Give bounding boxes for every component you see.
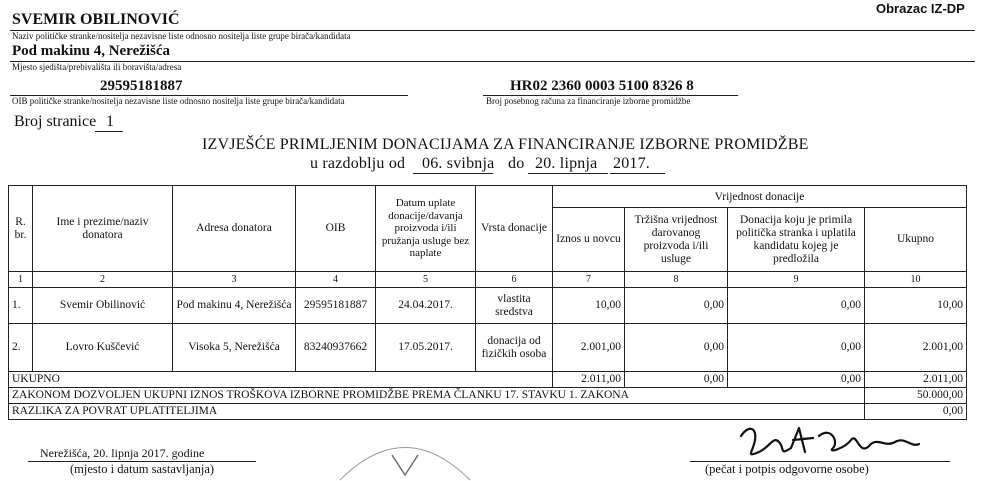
row-oib: 29595181887 bbox=[296, 288, 376, 324]
report-year: 2017. bbox=[613, 155, 650, 172]
row-party-paid: 0,00 bbox=[728, 288, 865, 324]
signature bbox=[735, 418, 925, 466]
row-rbr: 2. bbox=[9, 324, 33, 372]
row-address: Pod makinu 4, Nerežišća bbox=[173, 288, 296, 324]
row-type: vlastita sredstva bbox=[476, 288, 553, 324]
header-rbr: R. br. bbox=[9, 186, 33, 272]
row-rbr: 1. bbox=[9, 288, 33, 324]
header-date: Datum uplate donacije/davanja proizvoda i/ili pružanja usluge bez naplate bbox=[376, 186, 476, 272]
row-date: 17.05.2017. bbox=[376, 324, 476, 372]
row-cash: 10,00 bbox=[553, 288, 625, 324]
form-code: Obrazac IZ-DP bbox=[876, 1, 965, 16]
party-iban: HR02 2360 0003 5100 8326 8 bbox=[510, 78, 694, 94]
column-number: 8 bbox=[625, 272, 728, 288]
party-address-caption: Mjesto sjedišta/prebivališta ili boravišta/adresa bbox=[12, 62, 182, 72]
place-date-caption: (mjesto i datum sastavljanja) bbox=[70, 462, 215, 476]
report-date-to: 20. lipnja bbox=[535, 155, 598, 172]
header-market: Tržišna vrijednost darovanog proizvoda i/ili usluge bbox=[625, 208, 728, 272]
table-row bbox=[9, 288, 967, 324]
donations-table bbox=[8, 185, 967, 420]
party-oib: 29595181887 bbox=[100, 78, 183, 94]
column-number: 10 bbox=[865, 272, 967, 288]
header-total: Ukupno bbox=[865, 208, 967, 272]
report-period-mid: do bbox=[508, 155, 525, 172]
column-number: 7 bbox=[553, 272, 625, 288]
limit-label: ZAKONOM DOZVOLJEN UKUPNI IZNOS TROŠKOVA IZBORNE PROMIDŽBE PREMA ČLANKU 17. STAVKU 1. ZAKONA bbox=[9, 388, 865, 404]
column-number-row bbox=[9, 272, 967, 288]
signature-caption: (pečat i potpis odgovorne osobe) bbox=[705, 462, 869, 476]
row-oib: 83240937662 bbox=[296, 324, 376, 372]
row-cash: 2.001,00 bbox=[553, 324, 625, 372]
header-name: Ime i prezime/naziv donatora bbox=[33, 186, 173, 272]
party-name-caption: Naziv političke stranke/nositelja nezavisne liste odnosno nositelja liste grupe birača/kandidata bbox=[12, 31, 351, 41]
refund-label: RAZLIKA ZA POVRAT UPLATITELJIMA bbox=[9, 404, 865, 420]
divider bbox=[610, 173, 665, 174]
refund-value: 0,00 bbox=[865, 404, 967, 420]
row-name: Svemir Obilinović bbox=[33, 288, 173, 324]
party-iban-caption: Broj posebnog računa za financiranje izborne promidžbe bbox=[486, 96, 691, 106]
row-total: 10,00 bbox=[865, 288, 967, 324]
header-oib: OIB bbox=[296, 186, 376, 272]
header-address: Adresa donatora bbox=[173, 186, 296, 272]
row-market: 0,00 bbox=[625, 324, 728, 372]
header-type: Vrsta donacije bbox=[476, 186, 553, 272]
header-party-paid: Donacija koju je primila politička stranka i uplatila kandidatu kojeg je predložila bbox=[728, 208, 865, 272]
party-address: Pod makinu 4, Nerežišća bbox=[12, 43, 171, 59]
row-market: 0,00 bbox=[625, 288, 728, 324]
party-oib-caption: OIB političke stranke/nositelja nezavisne liste odnosno nositelja liste grupe birača/kandidata bbox=[12, 96, 345, 106]
row-date: 24.04.2017. bbox=[376, 288, 476, 324]
divider bbox=[413, 173, 493, 174]
report-period-prefix: u razdoblju od bbox=[310, 155, 406, 172]
row-name: Lovro Kuščević bbox=[33, 324, 173, 372]
sum-party-paid: 0,00 bbox=[728, 372, 865, 388]
limit-row bbox=[9, 388, 967, 404]
page-label: Broj stranice bbox=[14, 113, 97, 130]
header-value-group: Vrijednost donacije bbox=[553, 186, 967, 208]
row-party-paid: 0,00 bbox=[728, 324, 865, 372]
row-type: donacija od fizičkih osoba bbox=[476, 324, 553, 372]
report-title: IZVJEŠĆE PRIMLJENIM DONACIJAMA ZA FINANCIRANJE IZBORNE PROMIDŽBE bbox=[202, 136, 809, 153]
column-number: 6 bbox=[476, 272, 553, 288]
row-total: 2.001,00 bbox=[865, 324, 967, 372]
divider bbox=[95, 131, 123, 132]
column-number: 9 bbox=[728, 272, 865, 288]
sum-cash: 2.011,00 bbox=[553, 372, 625, 388]
sum-row bbox=[9, 372, 967, 388]
sum-label: UKUPNO bbox=[9, 372, 553, 388]
divider bbox=[528, 173, 608, 174]
page-number: 1 bbox=[106, 113, 114, 130]
stamp-mark bbox=[330, 425, 480, 481]
limit-value: 50.000,00 bbox=[865, 388, 967, 404]
column-number: 5 bbox=[376, 272, 476, 288]
table-row bbox=[9, 324, 967, 372]
party-name: SVEMIR OBILINOVIĆ bbox=[12, 11, 180, 28]
column-number: 4 bbox=[296, 272, 376, 288]
column-number: 3 bbox=[173, 272, 296, 288]
sum-market: 0,00 bbox=[625, 372, 728, 388]
report-date-from: 06. svibnja bbox=[422, 155, 495, 172]
column-number: 2 bbox=[33, 272, 173, 288]
row-address: Visoka 5, Nerežišća bbox=[173, 324, 296, 372]
sum-total: 2.011,00 bbox=[865, 372, 967, 388]
table-header-row bbox=[9, 186, 967, 208]
header-cash: Iznos u novcu bbox=[553, 208, 625, 272]
column-number: 1 bbox=[9, 272, 33, 288]
place-date: Nerežišća, 20. lipnja 2017. godine bbox=[40, 446, 205, 460]
